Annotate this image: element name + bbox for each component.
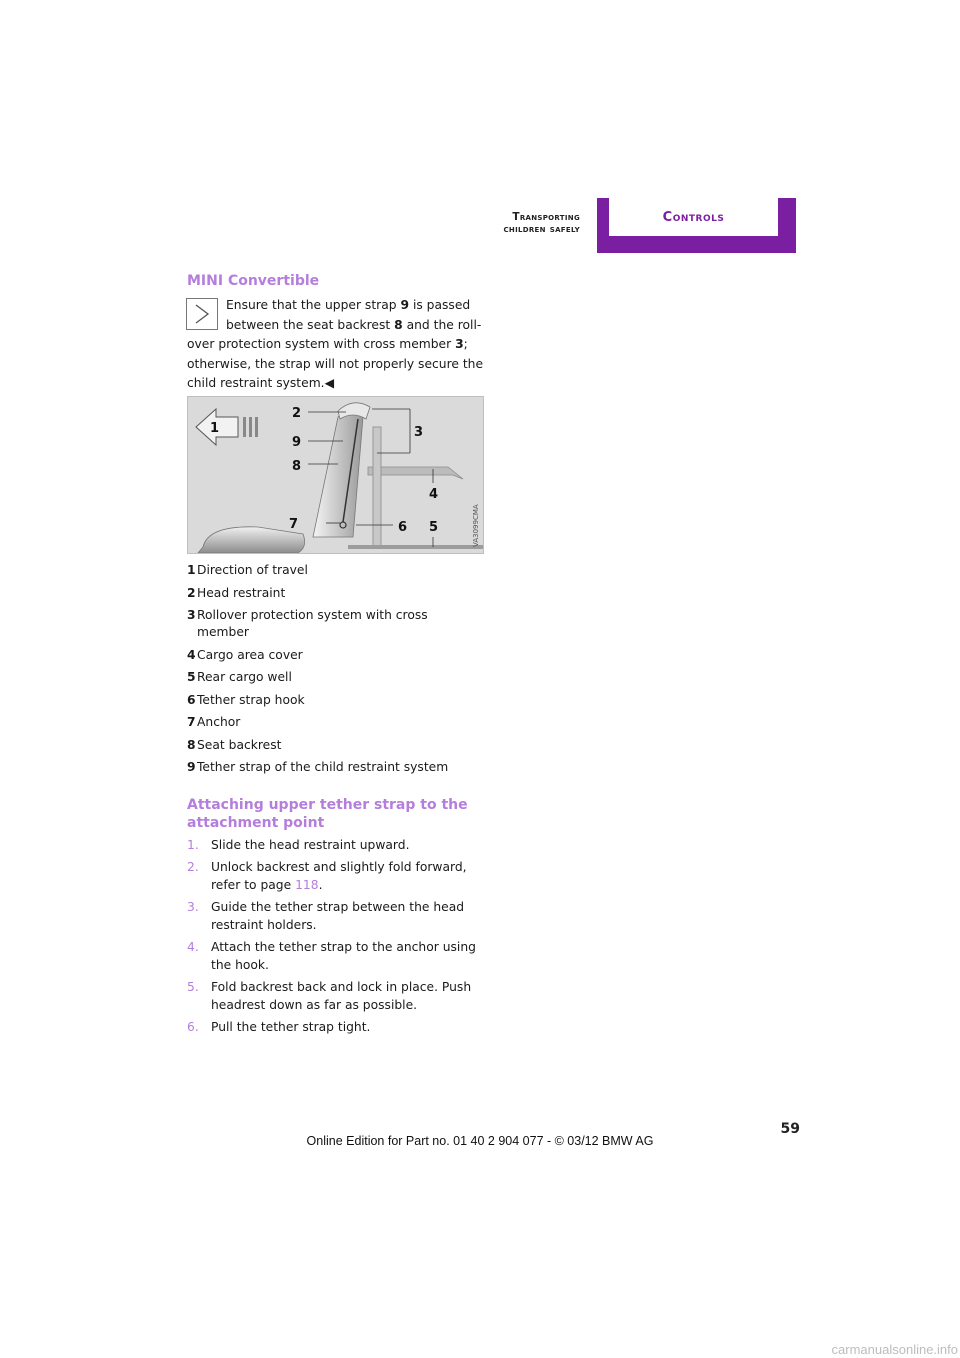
page-number: 59 (780, 1121, 800, 1137)
running-header-title: Transporting children safely (503, 211, 580, 235)
list-item: 1 Direction of travel (187, 563, 308, 577)
list-item: 3 Rollover protection system with cross member (187, 608, 428, 639)
step-item: 2. Unlock backrest and slightly fold forward, refer to page 118. (187, 859, 467, 892)
callout-2: 2 (292, 406, 302, 421)
step-item: 6. Pull the tether strap tight. (187, 1019, 371, 1034)
list-item: 4 Cargo area cover (187, 647, 303, 662)
safety-note: Ensure that the upper strap 9 is passed between the seat backrest 8 and the roll- over protection system with cross member 3; otherwise, the strap will not properly secure the child restraint system.◀ (187, 298, 484, 390)
tether-strap-illustration (187, 396, 484, 554)
steps-list (187, 836, 487, 1039)
step-item: 4. Attach the tether strap to the anchor using the hook. (187, 939, 476, 972)
list-item: 9 Tether strap of the child restraint system (187, 760, 449, 774)
list-item: 7 Anchor (187, 715, 241, 729)
section-tab (597, 198, 796, 253)
watermark: carmanualsonline.info (831, 1342, 958, 1357)
convertible-heading: MINI Convertible (187, 273, 320, 289)
callout-5: 5 (429, 520, 439, 535)
list-item: 8 Seat backrest (187, 737, 282, 752)
callout-3: 3 (414, 425, 424, 440)
callout-7: 7 (289, 517, 299, 532)
callout-9: 9 (292, 435, 302, 450)
page-ref-link[interactable]: 118 (295, 878, 319, 892)
figure-code: VA3099CMA (472, 504, 480, 547)
list-item: 2 Head restraint (187, 585, 286, 600)
attaching-heading: Attaching upper tether strap to the attachment point (187, 797, 468, 831)
step-item: 1. Slide the head restraint upward. (187, 838, 410, 852)
callout-6: 6 (398, 520, 408, 535)
callout-1: 1 (210, 421, 220, 436)
list-item: 6 Tether strap hook (187, 692, 305, 707)
end-mark-icon: ◀ (324, 376, 335, 390)
list-item: 5 Rear cargo well (187, 670, 292, 684)
footer-edition: Online Edition for Part no. 01 40 2 904 077 - © 03/12 BMW AG (306, 1134, 654, 1148)
callout-8: 8 (292, 459, 302, 474)
figure-legend (187, 562, 487, 782)
section-tab-label: Controls (662, 209, 725, 225)
step-item: 3. Guide the tether strap between the head restraint holders. (187, 899, 465, 932)
callout-4: 4 (429, 487, 439, 502)
step-item: 5. Fold backrest back and lock in place. Push headrest down as far as possible. (187, 979, 472, 1012)
